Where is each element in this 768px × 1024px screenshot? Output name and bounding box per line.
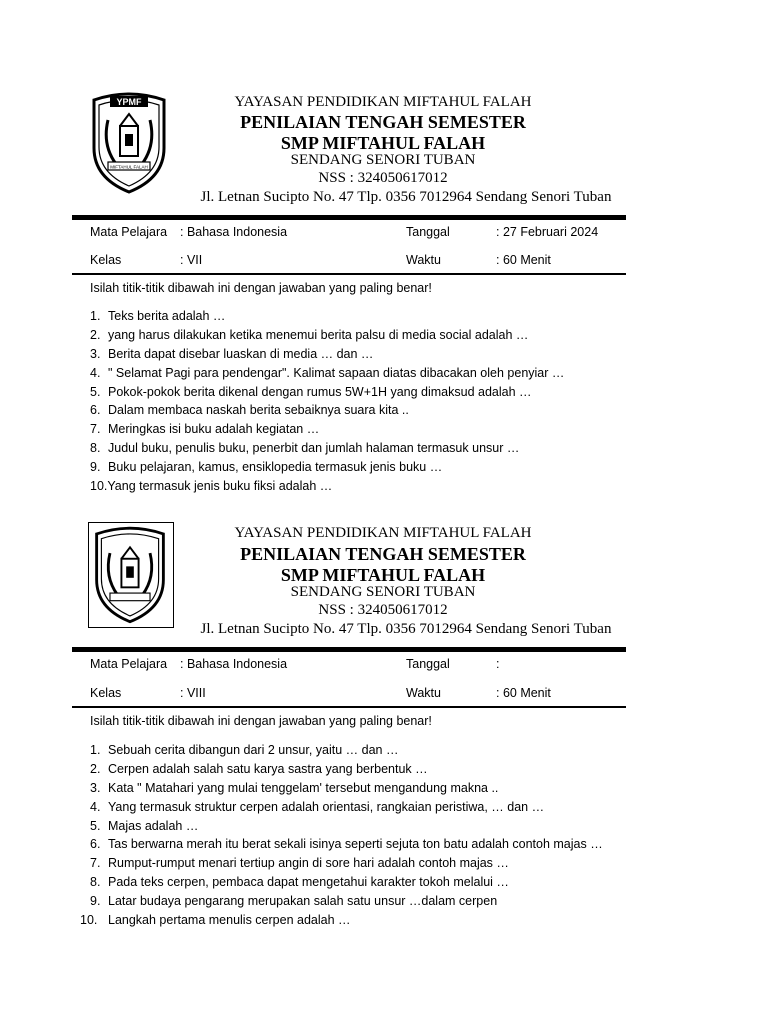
- exam-title: PENILAIAN TENGAH SEMESTER: [240, 112, 526, 132]
- question-item: 7. Rumput-rumput menari tertiup angin di sore hari adalah contoh majas …: [90, 856, 509, 871]
- school-logo-emblem: [89, 524, 171, 624]
- question-item: 3. Berita dapat disebar luaskan di media … dan …: [90, 346, 374, 361]
- class-label: Kelas: [90, 686, 122, 700]
- subject-label: Mata Pelajara: [90, 657, 168, 671]
- time-value: : 60 Menit: [496, 253, 551, 267]
- time-value: : 60 Menit: [496, 686, 551, 700]
- header-divider-bottom: [72, 273, 626, 275]
- class-value: : VIII: [180, 686, 206, 700]
- foundation-name: YAYASAN PENDIDIKAN MIFTAHUL FALAH: [234, 525, 532, 541]
- question-item: 1. Sebuah cerita dibangun dari 2 unsur, yaitu … dan …: [90, 743, 399, 757]
- question-item: 2. yang harus dilakukan ketika menemui berita palsu di media social adalah …: [90, 327, 529, 342]
- question-item: 5. Pokok-pokok berita dikenal dengan rumus 5W+1H yang dimaksud adalah …: [90, 384, 532, 399]
- question-item: 5. Majas adalah …: [90, 818, 199, 833]
- question-item: 4. " Selamat Pagi para pendengar". Kalimat sapaan diatas dibacakan oleh penyiar …: [90, 365, 565, 380]
- school-nss: NSS : 324050617012: [318, 602, 448, 618]
- school-address: Jl. Letnan Sucipto No. 47 Tlp. 0356 7012964 Sendang Senori Tuban: [200, 189, 612, 205]
- question-item: 6. Dalam membaca naskah berita sebaiknya suara kita ..: [90, 403, 409, 418]
- question-item: 9. Buku pelajaran, kamus, ensiklopedia termasuk jenis buku …: [90, 460, 443, 475]
- school-location: SENDANG SENORI TUBAN: [290, 152, 476, 168]
- school-address: Jl. Letnan Sucipto No. 47 Tlp. 0356 7012964 Sendang Senori Tuban: [200, 621, 612, 637]
- question-item: 2. Cerpen adalah salah satu karya sastra yang berbentuk …: [90, 761, 428, 776]
- date-label: Tanggal: [406, 225, 450, 239]
- question-item: 10. Langkah pertama menulis cerpen adalah …: [80, 913, 351, 928]
- question-item: 9. Latar budaya pengarang merupakan salah satu unsur …dalam cerpen: [90, 894, 498, 909]
- header-divider-bottom: [72, 706, 626, 708]
- question-item: 4. Yang termasuk struktur cerpen adalah orientasi, rangkaian peristiwa, … dan …: [90, 799, 545, 814]
- school-name: SMP MIFTAHUL FALAH: [280, 133, 486, 153]
- question-item: 10.Yang termasuk jenis buku fiksi adalah …: [90, 479, 333, 494]
- school-nss: NSS : 324050617012: [318, 170, 448, 186]
- header-divider-top: [72, 647, 626, 652]
- question-item: 8. Judul buku, penulis buku, penerbit dan jumlah halaman termasuk unsur …: [90, 441, 520, 456]
- subject-label: Mata Pelajara: [90, 225, 168, 239]
- school-location: SENDANG SENORI TUBAN: [290, 584, 476, 600]
- class-label: Kelas: [90, 253, 122, 267]
- header-divider-top: [72, 215, 626, 220]
- question-item: 8. Pada teks cerpen, pembaca dapat mengetahui karakter tokoh melalui …: [90, 875, 509, 890]
- class-value: : VII: [180, 253, 203, 267]
- school-name: SMP MIFTAHUL FALAH: [280, 565, 486, 585]
- question-list: [80, 741, 603, 930]
- svg-text:MIFTAHUL FALAH: MIFTAHUL FALAH: [110, 164, 148, 170]
- instruction-text: Isilah titik-titik dibawah ini dengan jawaban yang paling benar!: [90, 281, 432, 295]
- foundation-name: YAYASAN PENDIDIKAN MIFTAHUL FALAH: [234, 94, 532, 110]
- school-logo-emblem: [86, 90, 172, 194]
- time-label: Waktu: [406, 253, 441, 267]
- instruction-text: Isilah titik-titik dibawah ini dengan jawaban yang paling benar!: [90, 714, 432, 728]
- time-label: Waktu: [406, 686, 441, 700]
- svg-text:YPMF: YPMF: [116, 97, 142, 107]
- question-item: 7. Meringkas isi buku adalah kegiatan …: [90, 422, 320, 437]
- date-value: :: [496, 657, 500, 671]
- subject-value: : Bahasa Indonesia: [180, 657, 288, 671]
- question-item: 3. Kata " Matahari yang mulai tenggelam' tersebut mengandung makna ..: [90, 780, 499, 795]
- subject-value: : Bahasa Indonesia: [180, 225, 288, 239]
- question-item: 6. Tas berwarna merah itu berat sekali isinya seperti sejuta ton batu adalah contoh majas …: [90, 837, 603, 852]
- date-label: Tanggal: [406, 657, 450, 671]
- date-value: : 27 Februari 2024: [496, 225, 599, 239]
- question-item: 1. Teks berita adalah …: [90, 309, 226, 323]
- question-list: [90, 307, 564, 496]
- exam-title: PENILAIAN TENGAH SEMESTER: [240, 544, 526, 564]
